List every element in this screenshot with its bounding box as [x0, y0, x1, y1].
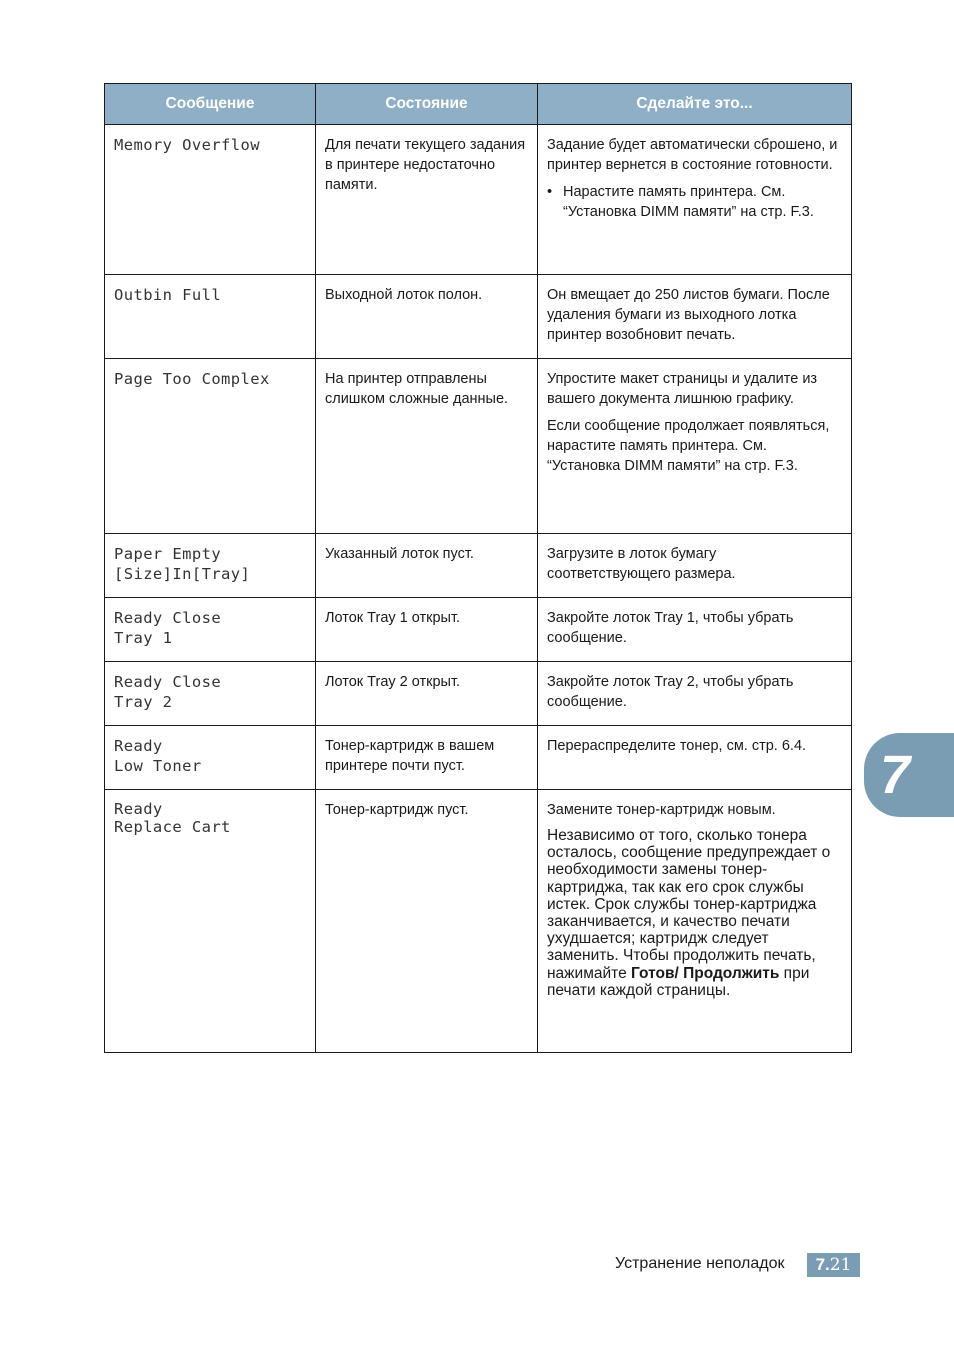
action-text: Закройте лоток Tray 2, чтобы убрать сообщение. [547, 674, 794, 710]
table-row [105, 726, 852, 790]
action-text: Перераспределите тонер, см. стр. 6.4. [547, 738, 807, 754]
action-cell [538, 275, 852, 359]
action-text: Замените тонер-картридж новым. [547, 802, 776, 818]
display-message: Ready Close Tray 1 [114, 609, 222, 647]
message-cell [105, 125, 316, 275]
action-bullet: • Нарастите память принтера. См. “Установка DIMM памяти” на стр. F.3. [547, 182, 843, 222]
action-cell [538, 598, 852, 662]
state-cell: Лоток Tray 2 открыт. [316, 662, 538, 726]
table-row [105, 790, 852, 1053]
action-cell [538, 534, 852, 598]
table-header-row [105, 84, 852, 125]
message-cell [105, 598, 316, 662]
state-cell: Тонер-картридж пуст. [316, 790, 538, 1053]
action-cell [538, 726, 852, 790]
footer-section-title: Устранение неполадок [615, 1255, 785, 1272]
message-cell [105, 790, 316, 1053]
display-message: Ready Close Tray 2 [114, 673, 222, 711]
display-message: Memory Overflow [114, 136, 260, 154]
action-text-part: при печати каждой страницы. [547, 964, 810, 999]
table-row [105, 662, 852, 726]
action-cell [538, 359, 852, 534]
action-text: Загрузите в лоток бумагу соответствующего размера. [547, 546, 736, 582]
action-cell [538, 790, 852, 1053]
header-message: Сообщение [105, 84, 316, 125]
display-message: Page Too Complex [114, 370, 270, 388]
error-message-table [104, 83, 852, 1053]
page-number: 21 [829, 1255, 852, 1275]
message-cell [105, 534, 316, 598]
header-state: Состояние [316, 84, 538, 125]
page-number-box [807, 1253, 860, 1277]
action-text: Упростите макет страницы и удалите из вашего документа лишнюю графику. [547, 371, 818, 407]
display-message: Outbin Full [114, 286, 222, 304]
display-message: Paper Empty [Size]In[Tray] [114, 545, 251, 583]
action-cell [538, 125, 852, 275]
table-row [105, 598, 852, 662]
action-text: Он вмещает до 250 листов бумаги. После удаления бумаги из выходного лотка принтер возобновит печать. [547, 287, 830, 343]
page-chapter: 7. [815, 1255, 830, 1274]
state-cell: Выходной лоток полон. [316, 275, 538, 359]
table-row [105, 534, 852, 598]
table-row [105, 125, 852, 275]
state-cell: На принтер отправлены слишком сложные данные. [316, 359, 538, 534]
message-cell [105, 662, 316, 726]
state-cell: Тонер-картридж в вашем принтере почти пуст. [316, 726, 538, 790]
action-text-extra [547, 827, 843, 999]
action-text-extra: Если сообщение продолжает появляться, нарастите память принтера. См. “Установка DIMM памяти” на стр. F.3. [547, 418, 830, 474]
display-message: Ready Replace Cart [114, 800, 231, 836]
table-row [105, 275, 852, 359]
display-message: Ready Low Toner [114, 737, 202, 775]
state-cell: Для печати текущего задания в принтере недостаточно памяти. [316, 125, 538, 275]
action-cell [538, 662, 852, 726]
state-cell: Лоток Tray 1 открыт. [316, 598, 538, 662]
chapter-tab-number: 7 [880, 745, 911, 805]
button-name-ready-continue: Готов/ Продолжить [631, 964, 780, 982]
message-cell [105, 726, 316, 790]
table-row [105, 359, 852, 534]
state-cell: Указанный лоток пуст. [316, 534, 538, 598]
action-text-part: Независимо от того, сколько тонера осталось, сообщение предупреждает о необходимости замены тонер-картриджа, так как его срок службы истек. Срок службы тонер-картриджа заканчивается, и качество печати ухудшается; картридж следует заменить. Чтобы продолжить печать, нажимайте [547, 827, 831, 982]
message-cell [105, 275, 316, 359]
header-action: Сделайте это... [538, 84, 852, 125]
action-text: Задание будет автоматически сброшено, и принтер вернется в состояние готовности. [547, 137, 838, 173]
message-cell [105, 359, 316, 534]
action-text: Закройте лоток Tray 1, чтобы убрать сообщение. [547, 610, 794, 646]
